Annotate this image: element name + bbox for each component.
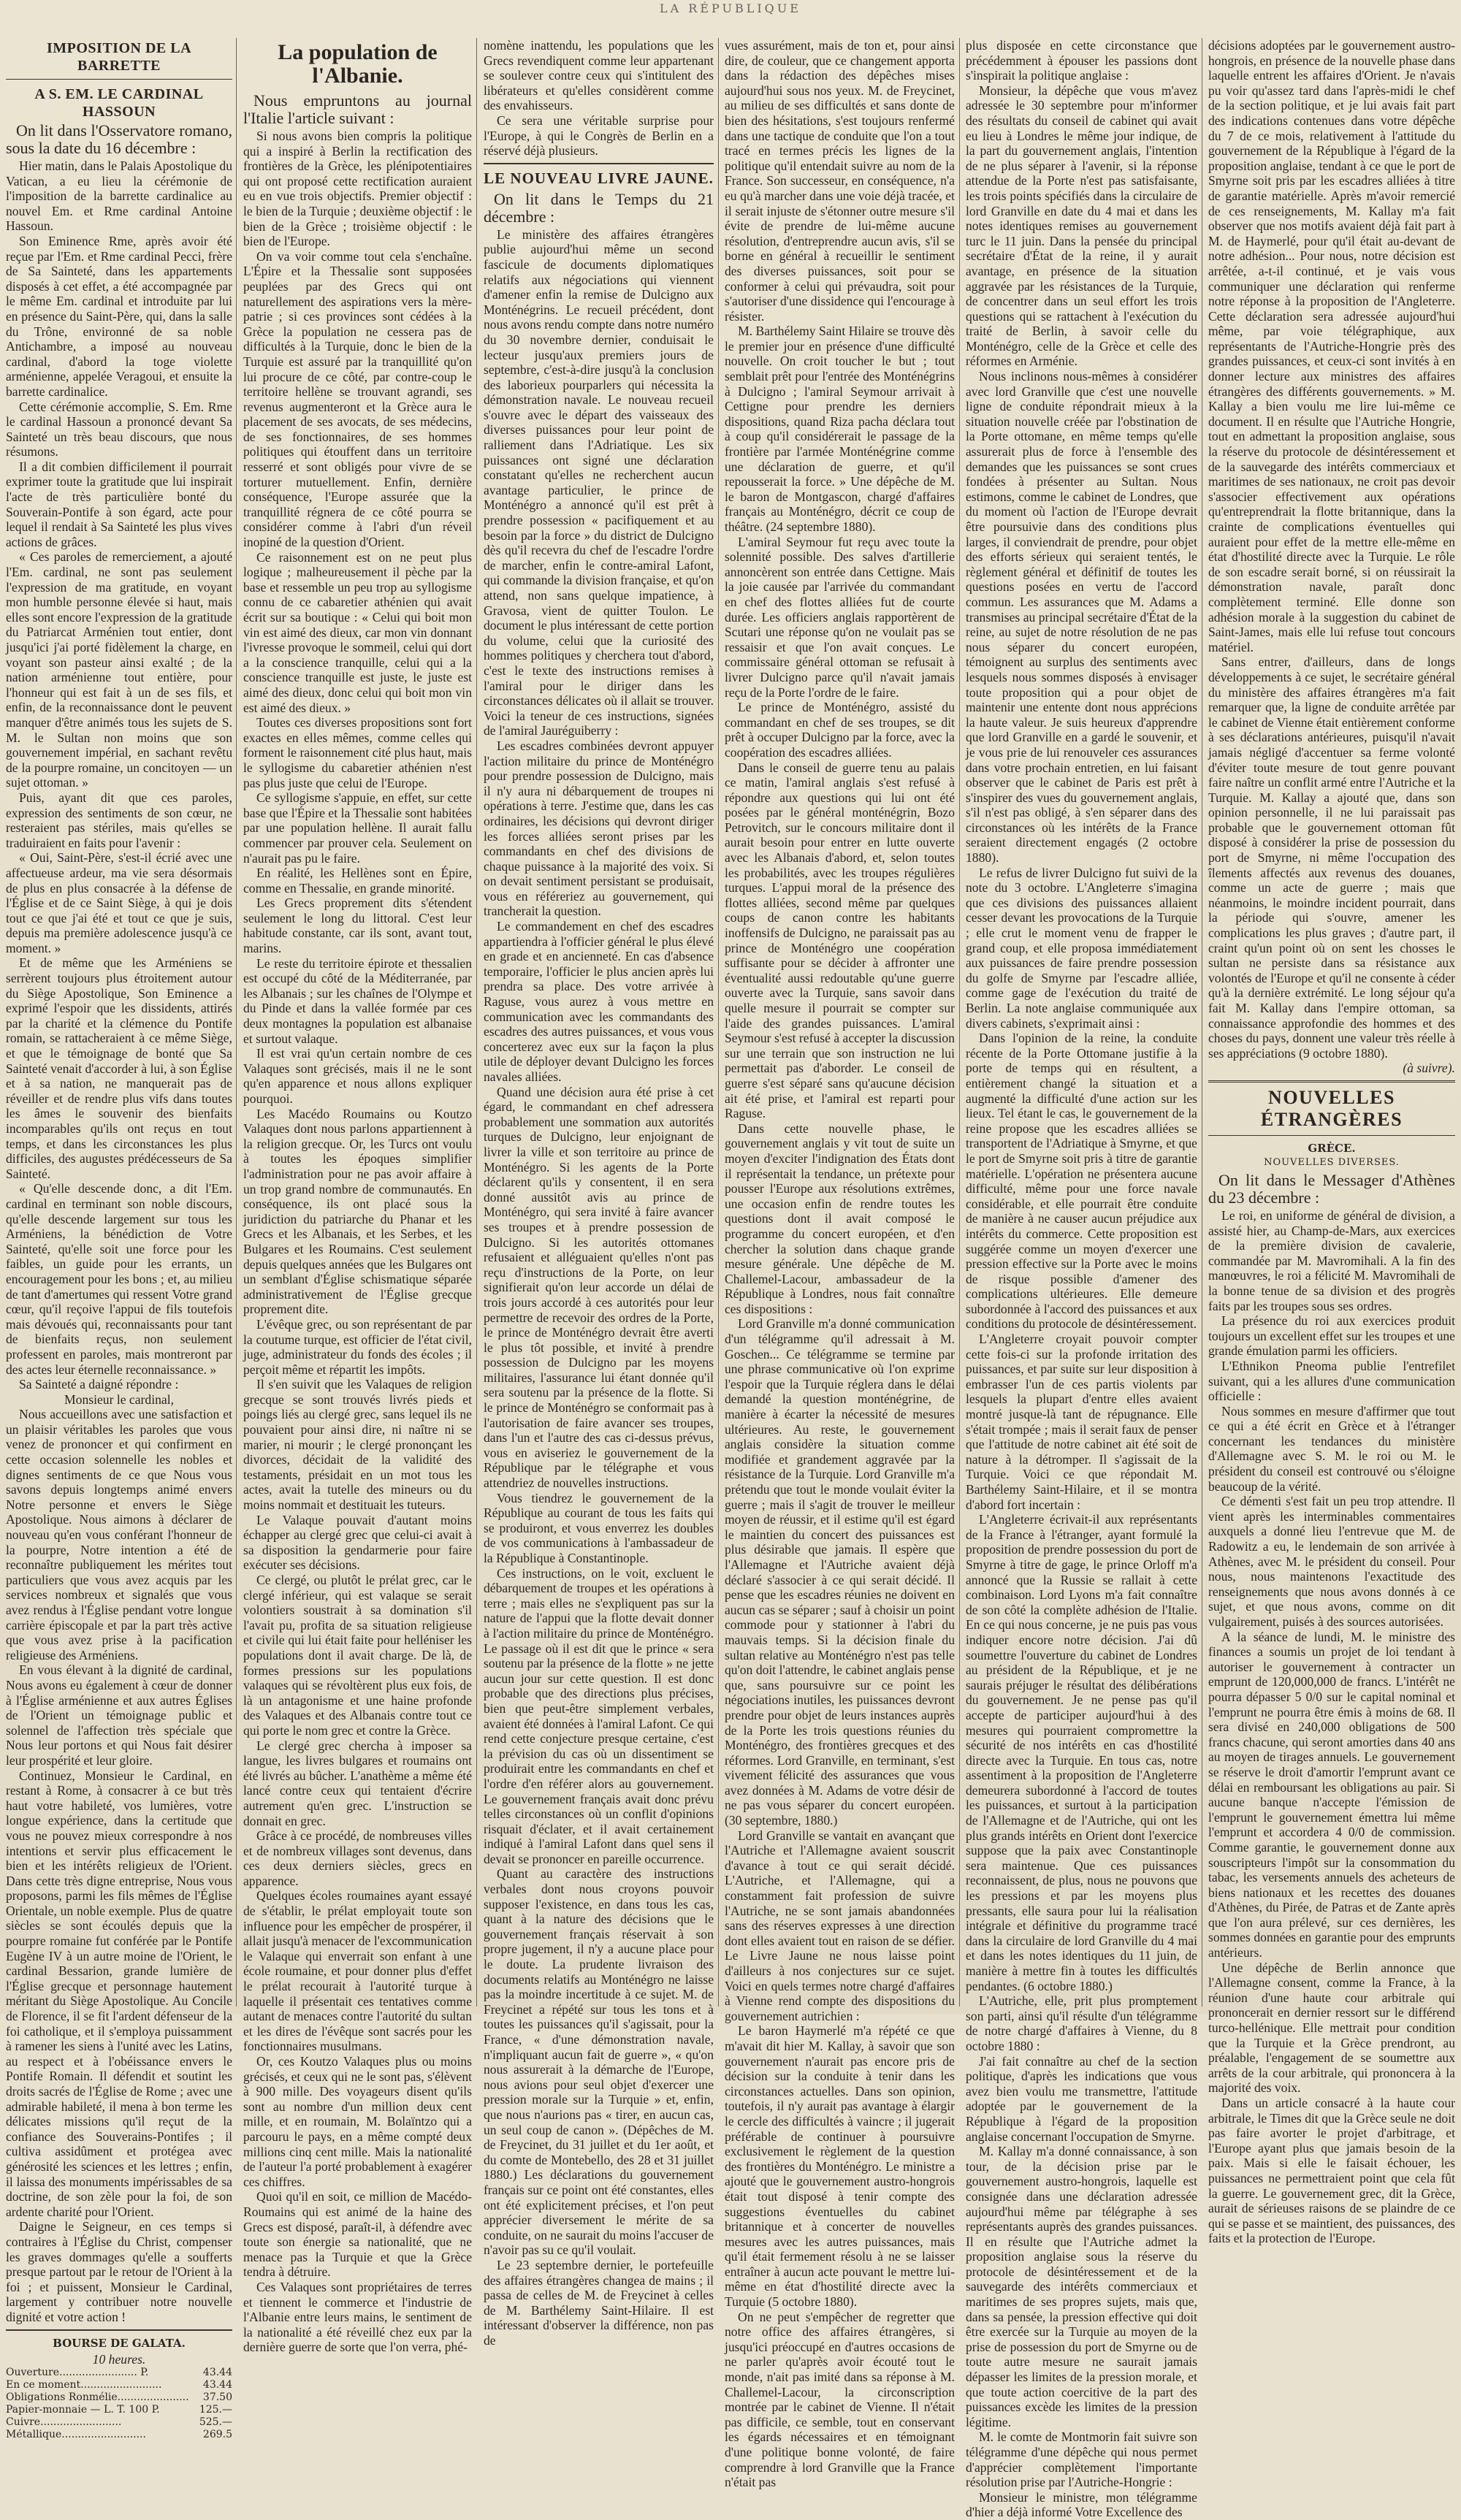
paragraph: Hier matin, dans le Palais Apostolique du Vatican, a eu lieu la cérémonie de l'imposition de la barrette cardinalice au nouvel Em. et Rme cardinal Antoine Hassoun.: [6, 159, 232, 234]
column-rule: [718, 38, 719, 2007]
paragraph: Ce démenti s'est fait un peu trop attendre. Il vient après les interminables commentaires auxquels a donné lieu l'entrevue que M. de Radowitz a eu, le lendemain de son arrivée à Athènes, avec M. le président du conseil. Pour nous, nous maintenons l'exactitude des renseignements que nous avons donnés à ce sujet, et que nous avons, comme on dit vulgairement, puisés à des sources autorisées.: [1208, 1494, 1455, 1629]
quoted-paragraph: M. Kallay m'a donné connaissance, à son tour, de la décision prise par le gouvernement austro-hongrois, laquelle est consignée dans une déclaration adressée aujourd'hui même par télégraphe à ses représentants auprès des grandes puissances. Il en résulte que l'Autriche admet la proposition anglaise sous la réserve du protocole de désintéressement et de la sauvegarde des intérêts commerciaux et maritimes de ses propres sujets, mais que, dans sa pensée, la pression effective qui doit être exercée sur la Turquie au moyen de la prise de possession du port de Smyrne ou de toute autre mesure ne saurait jamais dépasser les limites de la pression morale, et que toute action coercitive de la part des puissances excède les limites de la pression légitime.: [966, 2144, 1197, 2429]
paragraph: L'évêque grec, ou son représentant de par la coutume turque, est officier de l'état civil, juge, administrateur du fonds des écoles ; il perçoit même et répartit les impôts.: [243, 1316, 472, 1377]
columns-frame: [0, 16, 1461, 2520]
paragraph: Le reste du territoire épirote et thessalien est occupé du côté de la Méditerranée, par les Albanais ; sur les chaînes de l'Olympe et du Pinde et dans la vallée formée par ces deux montagnes la population est albanaise et surtout valaque.: [243, 955, 472, 1046]
divider: [6, 2329, 232, 2331]
paragraph: Le refus de livrer Dulcigno fut suivi de la note du 3 octobre. L'Angleterre s'imagina que ces divisions des puissances allaient cesser devant les provocations de la Turquie ; elle crut le moment venu de frapper le grand coup, et elle proposa immédiatement aux puissances de faire prendre possession du golfe de Smyrne par l'escadre alliée, comme gage de l'exécution du traité de Berlin. La note anglaise communiquée aux divers cabinets, s'exprimait ainsi :: [966, 865, 1197, 1031]
bourse-value: 525.—: [199, 2416, 232, 2429]
paragraph: Les Macédo Roumains ou Koutzo Valaques dont nous parlons appartiennent à la religion grecque. Or, les Turcs ont voulu à toutes les époques simplifier l'administration pour ne pas avoir affaire à un trop grand nombre de communautés. En conséquence, ils ont placé sous la juridiction du patriarche du Phanar et les Grecs et les Albanais, et les Serbes, et les Bulgares et les Roumains. C'est seulement depuis quelques années que les Bulgares ont un semblant d'Église schismatique séparée administrativement de l'Église grecque proprement dite.: [243, 1106, 472, 1317]
quoted-paragraph: décisions adoptées par le gouvernement austro-hongrois, en présence de la nouvelle phase dans laquelle entrent les affaires d'Orient. Je n'avais pu voir qu'assez tard dans l'après-midi le chef de la section politique, et je lui avais fait part des indications contenues dans votre dépêche du 7 de ce mois, relativement à l'attitude du gouvernement de la République à l'égard de la proposition anglaise, tendant à ce que le port de Smyrne soit pris par les escadres alliées à titre de garantie matérielle. Après m'avoir remercié de ces renseignements, M. Kallay m'a fait observer que nos motifs avaient déjà fait part à M. de Haymerlé, pour qu'il était au-devant de notre adhésion... Pour nous, notre décision est arrêtée, a-t-il continué, et je vais vous communiquer une déclaration qui renferme notre réponse à la proposition de l'Angleterre. Cette déclaration sera adressée aujourd'hui même, par voie télégraphique, aux représentants de l'Autriche-Hongrie près des grandes puissances, et ceux-ci sont invités à en donner lecture aux ministres des affaires étrangères des différents gouvernements. » M. Kallay a bien voulu me lire lui-même ce document. Il en résulte que l'Autriche Hongrie, tout en admettant la proposition anglaise, sous la réserve du protocole de désintéressement et de la sauvegarde des intérêts commerciaux et maritimes de ses nationaux, ne croit pas devoir s'associer effectivement aux opérations qu'entreprendrait la flotte britannique, dans la crainte de complications éventuelles qui auraient pour effet de la mettre elle-même en état d'hostilité directe avec la Turquie. Le rôle de son escadre serait borné, si on réussirait la démonstration navale, paraît donc complètement terminé. Elle donne son adhésion morale à la suggestion du cabinet de Saint-James, mais elle lui refuse tout concours matériel.: [1208, 38, 1455, 654]
quoted-paragraph: Nous sommes en mesure d'affirmer que tout ce qui a été écrit en Grèce et à l'étranger concernant les tendances du ministère d'Allemagne avec S. M. le roi ou M. le président du conseil est controuvé ou s'éloigne beaucoup de la vérité.: [1208, 1403, 1455, 1494]
paragraph: Si nous avons bien compris la politique qui a inspiré à Berlin la rectification des frontières de la Grèce, les plénipotentiaires qui ont proposé cette rectification auraient eu en vue trois objectifs. Premier objectif : le bien de la Turquie ; deuxième objectif : le bien de la Grèce ; troisième objectif : le bien de l'Europe.: [243, 129, 472, 249]
paragraph: Quelques écoles roumaines ayant essayé de s'établir, le prélat employait toute son influence pour les empêcher de prospérer, il allait jusqu'à menacer de l'excommunication le Valaque qui enverrait son enfant à une école roumaine, et pour donner plus d'effet le prélat recourait à l'autorité turque à laquelle il présentait ces tentatives comme autant de menaces contre l'autorité du sultan et les dires de l'évêque sont sacrés pour les fonctionnaires musulmans.: [243, 1888, 472, 2054]
divider: [1208, 1080, 1455, 1083]
quoted-paragraph: Dans le conseil de guerre tenu au palais ce matin, l'amiral anglais s'est refusé à répondre aux questions qui lui ont été posées par le général monténégrin, Bozo Petrovitch, sur le concours militaire dont il aurait besoin pour entrer en lutte ouverte avec les Albanais d'abord, et, selon toutes les probabilités, avec les troupes régulières turques. L'appui moral de la présence des flottes alliées, second même par quelques coups de canon contre les habitants inoffensifs de Dulcigno, ne paraissait pas au prince de Monténégro une coopération suffisante pour se décider à affronter une éventualité aussi redoutable qu'une guerre ouverte avec la Turquie, sans savoir dans quelle mesure il pourrait se compter sur l'aide des grandes puissances. L'amiral Seymour s'est refusé à accepter la discussion sur une terrain que son instruction ne lui permettait pas d'aborder. Le conseil de guerre s'est séparé sans qu'aucune décision ait été prise, et l'amiral est reparti pour Raguse.: [725, 760, 955, 1121]
bourse-label: Cuivre.........................: [6, 2416, 122, 2429]
bourse-value: 43.44: [202, 2379, 232, 2391]
paragraph: Il a dit combien difficilement il pourrait exprimer toute la gratitude que lui inspirait l'acte de très particulière bonté du Souverain-Pontife à son égard, acte pour lequel il rendait à Sa Sainteté les plus vives actions de grâces.: [6, 459, 232, 549]
quoted-paragraph: Quand une décision aura été prise à cet égard, le commandant en chef adressera probablement une sommation aux autorités turques de Dulcigno, leur enjoignant de livrer la ville et son territoire au prince de Monténégro. Si les agents de la Porte déclarent qu'ils y consentent, il en sera donné aussitôt avis au prince de Monténégro, qui sera invité à faire avancer ses troupes et à prendre possession de Dulcigno. Si les autorités ottomanes refusaient et alléguaient qu'elles n'ont pas reçu d'instructions de la Porte, on leur signifierait qu'on leur accorde un délai de trois jours accordé à ces autorités pour leur permettre de recevoir des ordres de la Porte, le prince de Monténégro devrait être averti le plus tôt possible, et invité à prendre possession de Dulcigno par les moyens militaires, l'assurance lui étant donnée qu'il sera soutenu par la présence de la flotte. Si le prince de Monténégro se conformait pas à l'autorisation de faire avancer ses troupes, dans l'un et l'autre des cas ci-dessus prévus, vous en aviseriez le gouvernement de la République par le télégraphe et vous attendriez de nouvelles instructions.: [484, 1084, 714, 1491]
paragraph: « Qu'elle descende donc, a dit l'Em. cardinal en terminant son noble discours, qu'elle descende largement sur tous les Arméniens, la bénédiction de Votre Sainteté, qu'elle soit une force pour les faibles, un guide pour les errants, un encouragement pour les bons ; et, au milieu de tant d'amertumes qui ressent Votre grand cœur, qu'il reçoive l'appui de fils toutefois mais dévoués qui, reconnaissants pour tant de bienfaits reçus, non seulement professent en paroles, mais montreront par des actes leur éternelle reconnaissance. »: [6, 1181, 232, 1377]
column-2: [243, 38, 472, 2355]
section-subheading: NOUVELLES DIVERSES.: [1264, 1156, 1400, 1168]
paragraph: Daigne le Seigneur, en ces temps si contraires à l'Église du Christ, compenser les graves dommages qu'elle a soufferts presque partout par le retour de l'Orient à la foi ; et puissent, Monsieur le Cardinal, largement y contribuer notre nouvelle dignité et votre action !: [6, 2219, 232, 2324]
paragraph: Ce raisonnement est on ne peut plus logique ; malheureusement il pèche par la base et ressemble un peu trop au syllogisme connu de ce cabaretier athénien qui avait écrit sur sa boutique : « Celui qui boit mon vin est aimé des dieux, car mon vin donnant l'ivresse provoque le sommeil, celui qui dort a la conscience tranquille, celui qui a la conscience tranquille est juste, le juste est aimé des dieux, donc celui qui boit mon vin est aimé des dieux. »: [243, 549, 472, 715]
article-subtitle: A S. EM. LE CARDINAL HASSOUN: [34, 86, 204, 120]
paragraph: vues assurément, mais de ton et, pour ainsi dire, de couleur, que ce changement apporta dans la rédaction des dépêches mises aujourd'hui sous nos yeux. M. de Freycinet, au milieu de ses difficultés et sans donte de bien des hésitations, s'est toujours renfermé dans une tactique de conduite que l'on a tout tracé en termes précis les lignes de la politique qu'il entendait suivre au nom de la France. Son successeur, en conséquence, n'a eu qu'à marcher dans une voie déjà tracée, et il serait injuste de s'étonner outre mesure s'il évite de prendre de lui-même aucune résolution, d'entreprendre aucun avis, s'il se borne en général à recueillir le sentiment des diverses puissances, soit pour se conformer à celui qui prévaudra, soit pour s'autoriser d'une dissidence qui l'encourage à résister.: [725, 38, 955, 324]
section-title: NOUVELLES ÉTRANGÈRES: [1260, 1086, 1403, 1130]
divider: [1208, 1135, 1455, 1136]
paragraph: Le roi, en uniforme de général de division, a assisté hier, au Champ-de-Mars, aux exercices de la première division de cavalerie, commandée par M. Mavromihali. A la fin des manœuvres, le roi a félicité M. Mavromihali de la bonne tenue de sa division et des progrès faits par les troupes sous ses ordres.: [1208, 1207, 1455, 1313]
paragraph: On va voir comme tout cela s'enchaîne. L'Épire et la Thessalie sont supposées peuplées par des Grecs qui ont naturellement des aspirations vers la mère-patrie ; si ces provinces sont cédées à la Grèce la population ne cessera pas de difficultés à la Turquie, donc le bien de la Turquie est assuré par la tranquillité qu'on lui procure de ce côté, par contre-coup le territoire hellène se trouvant agrandi, ses revenus augmenteront et la Grèce aura le placement de ses avocats, de ses médecins, de ses fonctionnaires, de ses hommes politiques qui étouffent dans un territoire resserré et sont obligés pour vivre de se torturer mutuellement. Enfin, dernière conséquence, l'Europe assurée que la tranquillité régnera de ce côté pourra se considérer comme à l'abri d'un réveil inopiné de la question d'Orient.: [243, 248, 472, 550]
column-4: [725, 38, 955, 2490]
paragraph: Grâce à ce procédé, de nombreuses villes et de nombreux villages sont devenus, dans ces deux derniers siècles, grecs en apparence.: [243, 1828, 472, 1888]
paragraph: Le Valaque pouvait d'autant moins échapper au clergé grec que celui-ci avait à sa disposition la gendarmerie pour faire exécuter ses décisions.: [243, 1512, 472, 1573]
paragraph: Ce clergé, ou plutôt le prélat grec, car le clergé inférieur, qui est valaque se serait volontiers soustrait à sa domination s'il l'avait pu, profita de sa situation religieuse et civile qui lui était faite pour helléniser les populations dont il avait charge. De là, de formes pressions sur les populations valaques qui se révoltèrent plus eux fois, de là un antagonisme et une haine profonde des Valaques et des Albanais contre tout ce qui porte le nom grec et contre la Grèce.: [243, 1573, 472, 1738]
bourse-row: [6, 2391, 232, 2404]
paragraph: La présence du roi aux exercices produit toujours un excellent effet sur les troupes et une grande émulation parmi les officiers.: [1208, 1313, 1455, 1359]
quoted-paragraph: J'ai fait connaître au chef de la section politique, d'après les indications que vous avez bien voulu me transmettre, l'attitude adoptée par le gouvernement de la République à l'égard de la proposition anglaise concernant l'occupation de Smyrne.: [966, 2053, 1197, 2144]
bourse-label: En ce moment.........................: [6, 2379, 162, 2391]
paragraph: Dans cette nouvelle phase, le gouvernement anglais y vit tout de suite un moyen d'exciter l'indignation des États dont il représentait la tendance, un prétexte pour pousser l'Europe aux résolutions extrêmes, une occasion enfin de rendre toutes les questions dont il avait composé le programme du concert européen, et d'en chercher la solution dans chaque grande mesure générale. Une dépêche de M. Challemel-Lacour, ambassadeur de la République à Londres, nous fait connaître ces dispositions :: [725, 1120, 955, 1316]
paragraph: A la séance de lundi, M. le ministre des finances a soumis un projet de loi tendant à autoriser le gouvernement à contracter un emprunt de 120,000,000 de francs. L'intérêt ne pourra dépasser 5 0/0 sur le capital nominal et l'emprunt ne pourra être émis à moins de 68. Il sera divisé en 240,000 obligations de 500 francs chacune, qui seront amorties dans 40 ans au moyen de tirages annuels. Le gouvernement se réserve le droit d'amortir l'emprunt avant ce délai en remboursant les obligations au pair. Si aucune banque n'accepte l'émission de l'emprunt le gouvernement émettra lui même l'emprunt et accordera 4 0/0 de commission. Comme garantie, le gouvernement donne aux souscripteurs l'impôt sur la consommation du tabac, les versements annuels des acheteurs de biens nationaux et les recettes des douanes d'Athènes, du Pirée, de Patras et de Zante après que l'on aura prélevé, sur ces dernières, les sommes données en garantie pour des emprunts antérieurs.: [1208, 1629, 1455, 1960]
column-rule: [959, 38, 960, 2007]
paragraph: Puis, ayant dit que ces paroles, expression des sentiments de son cœur, ne resteraient pas stériles, mais qu'elles se traduiraient en faits pour l'avenir :: [6, 790, 232, 850]
paragraph: L'Ethnikon Pneoma publie l'entrefilet suivant, qui a les allures d'une communication officielle :: [1208, 1358, 1455, 1404]
paragraph: Ce sera une véritable surprise pour l'Europe, à qui le Congrès de Berlin en a réservé déjà plusieurs.: [484, 112, 714, 159]
paragraph: Or, ces Koutzo Valaques plus ou moins grécisés, et ceux qui ne le sont pas, s'élèvent à 900 mille. Des voyageurs disent qu'ils sont au nombre d'un million deux cent mille, et en roumain, M. Bolaïntzo qui a parcouru le pays, en a même compté deux millions cinq cent mille. Mais la nationalité de l'auteur l'a porté probablement à exagérer ces chiffres.: [243, 2054, 472, 2189]
paragraph: M. le comte de Montmorin fait suivre son télégramme d'une dépêche qui nous permet d'apprécier complètement l'importante résolution prise par l'Autriche-Hongrie :: [966, 2429, 1197, 2490]
bourse-value: 43.44: [202, 2367, 232, 2379]
bourse-label: Papier-monnaie — L. T. 100 P.: [6, 2404, 160, 2416]
column-6: [1208, 38, 1455, 2246]
paragraph: Quant au caractère des instructions verbales dont nous croyons pouvoir supposer l'existence, en dans tous les cas, quant à la nature des décisions que le gouvernement français réservait à son propre jugement, il n'y a aucune place pour le doute. La prudente livraison des documents relatifs au Monténégro ne laisse pas la moindre incertitude à ce sujet. M. de Freycinet a répété sur tous les tons et à toutes les puissances qu'il s'agissait, pour la France, « d'une démonstration navale, n'impliquant aucun fait de guerre », « qu'on nous assurerait à la démarche de l'Europe, nous avions pour seul objet d'exercer une pression morale sur la Turquie » et, enfin, que nous n'aurions pas « tirer, en aucun cas, un seul coup de canon ». (Dépêches de M. de Freycinet, du 31 juillet et du 1er août, et du comte de Montebello, des 28 et 31 juillet 1880.) Les déclarations du gouvernement français sur ce point ont été constantes, elles ont été explicitement précises, et l'on peut apprécier diversement le mérite de sa conduite, on ne saurait du moins l'accuser de n'avoir pas su ce qu'il voulait.: [484, 1866, 714, 2258]
quoted-paragraph: L'amiral Seymour fut reçu avec toute la solennité possible. Des salves d'artillerie annoncèrent son entrée dans Cettigne. Mais la joie causée par l'arrivée du commandant en chef des flottes alliées fut de courte durée. Les officiers anglais rapportèrent de Scutari une réponse qu'on ne voulait pas se ressaisir et que l'on avait conçues. Le commissaire général ottoman se refusait à livrer Dulcigno parce qu'il n'avait jamais reçu de la Porte l'ordre de le faire.: [725, 534, 955, 700]
section-subtitle: GRÈCE.: [1308, 1141, 1356, 1155]
paragraph: Sa Sainteté a daigné répondre :: [19, 1377, 179, 1392]
paragraph: Le clergé grec chercha à imposer sa langue, les livres bulgares et roumains ont été livrés au bûcher. L'anathème a même été lancé contre ceux qui tentaient d'écrire autrement qu'en grec. L'instruction se donnait en grec.: [243, 1738, 472, 1828]
bourse-row: [6, 2404, 232, 2416]
paragraph: Son Eminence Rme, après avoir été reçue par l'Em. et Rme cardinal Pecci, frère de Sa Sainteté, dans les appartements disposés à cet effet, a été accompagnée par le même Em. cardinal et introduite par lui en présence du Saint-Père, qui, dans la salle du Trône, environné de sa noble Antichambre, a imposé au nouveau cardinal, d'abord la toge violette arménienne, appelée Veragoui, et ensuite la barrette cardinalice.: [6, 233, 232, 399]
paragraph: Il est vrai qu'un certain nombre de ces Valaques sont grécisés, mais il ne le sont qu'en apparence et nous allons expliquer pourquoi.: [243, 1046, 472, 1106]
bourse-row: [6, 2416, 232, 2429]
paragraph: On ne peut s'empêcher de regretter que notre office des affaires étrangères, si jusqu'ici préoccupé en d'autres occasions de ne parler qu'après avoir écouté tout le monde, n'ait pas imité dans sa réponse à M. Challemel-Lacour, la circonscription montrée par le cabinet de Vienne. Il n'était pas difficile, ce semble, tout en conservant les égards nécessaires et en témoignant d'une politique bonne volonté, de faire comprendre à lord Granville que la France n'était pas: [725, 2309, 955, 2490]
paragraph: Le 23 septembre dernier, le portefeuille des affaires étrangères changea de mains ; il passa de celles de M. de Freycinet à celles de M. Barthélemy Saint-Hilaire. Il est intéressant d'observer la différence, non pas de: [484, 2257, 714, 2348]
lead-paragraph: On lit dans l'Osservatore romano, sous la date du 16 décembre :: [6, 121, 232, 157]
paragraph: L'Angleterre croyait pouvoir compter cette fois-ci sur la profonde irritation des puissances, et par suite sur leur disposition à embrasser l'un de ces partis violents par lesquels la plupart d'entre elles avaient montré jusque-là tant de répugnance. Elle s'était trompée ; mais il serait faux de penser que l'attitude de notre cabinet ait été soit de nature à la détromper. Il s'agissait de la Turquie. Voici ce que répondait M. Barthélemy Saint-Hilaire, et il se montra d'abord fort incertain :: [966, 1332, 1197, 1512]
lead-paragraph: On lit dans le Temps du 21 décembre :: [484, 189, 714, 226]
bourse-value: 37.50: [202, 2391, 232, 2404]
paragraph: Lord Granville se vantait en avançant que l'Autriche et l'Allemagne avaient souscrit d'avance à tout ce qui serait décidé. L'Autriche, et l'Allemagne, qui a constamment fait profession de suivre l'Autriche, ne se sont jamais abandonnées sans des réserves expresses à une direction dont elles avaient tout en raison de se défier. Le Livre Jaune ne nous laisse point d'ailleurs à nos conjectures sur ce sujet. Voici en quels termes notre chargé d'affaires à Vienne rend compte des dispositions du gouvernement autrichien :: [725, 1828, 955, 2023]
paragraph: Une dépêche de Berlin annonce que l'Allemagne consent, comme la France, à la réunion d'une haute cour arbitrale qui prononcerait en dernier ressort sur le différend turco-hellénique. Elle mettrait pour condition que la Turquie et la Grèce prendront, au préalable, l'engagement de se soumettre aux arrêts de la cour arbitrale, qui prononcera à la majorité des voix.: [1208, 1960, 1455, 2096]
bourse-row: [6, 2429, 232, 2441]
paragraph: Ces instructions, on le voit, excluent le débarquement de troupes et les opérations à terre ; mais elles ne s'expliquent pas sur la nature de l'appui que la flotte devait donner à l'action militaire du prince de Monténégro. Le passage où il est dit que le prince « sera soutenu par la présence de la flotte » ne jette aucun jour sur cette question. Il est donc probable que des directions plus précises, bien que peut-être simplement verbales, avaient été données à l'amiral Lafont. Ce qui rend cette conjecture presque certaine, c'est la prévision du cas où un dissentiment se produirait entre les commandants en chef et l'ordre d'en référer alors au gouvernement. Le gouvernement français avait donc prévu telles circonstances où un conflit d'opinions risquait d'éclater, et il avait certainement indiqué à l'amiral Lafont dans quel sens il devait se prononcer en pareille occurrence.: [484, 1565, 714, 1866]
bourse-row: [6, 2367, 232, 2379]
paragraph: Le ministère des affaires étrangères publie aujourd'hui même un second fascicule de documents diplomatiques relatifs aux négociations qui viennent d'amener enfin la remise de Dulcigno aux Monténégrins. Le recueil précédent, dont nous avons rendu compte dans notre numéro du 30 novembre dernier, conduisait le lecteur jusqu'aux premiers jours de septembre, c'est-à-dire jusqu'à la conclusion des laborieux pourparlers qui nécessita la démonstration navale. Le nouveau recueil s'ouvre avec le départ des vaisseaux des diverses puissances pour leur point de ralliement dans l'Adriatique. Les six puissances ont signé une déclaration constatant qu'elles ne recherchent aucun avantage particulier, le prince de Monténégro a annoncé qu'il est prêt à prendre possession « pacifiquement et au besoin par la force » du district de Dulcigno dès qu'il recevra du chef de l'escadre l'ordre de marcher, enfin le contre-amiral Lafont, qui commande la division française, et qu'on attend, non sans quelque impatience, à Gravosa, vient de quitter Toulon. Le document le plus intéressant de cette portion du volume, celui que la curiosité des hommes politiques y cherchera tout d'abord, c'est le texte des instructions remises à l'amiral pour le diriger dans les circonstances délicates où il allait se trouver. Voici la teneur de ces instructions, signées de l'amiral Jauréguiberry :: [484, 226, 714, 738]
paragraph: Ce syllogisme s'appuie, en effet, sur cette base que l'Épire et la Thessalie sont habitées par une population hellène. Il aurait fallu commencer par prouver cela. Seulement on n'aurait pas pu le faire.: [243, 790, 472, 866]
masthead: LA RÉPUBLIQUE: [660, 1, 801, 15]
paragraph: « Oui, Saint-Père, s'est-il écrié avec une affectueuse ardeur, ma vie sera désormais de plus en plus consacrée à la défense de l'Église et de ce Saint Siège, à qui je dois tout ce que j'ai été et tout ce que je suis, depuis ma première adolescence jusqu'à ce moment. »: [6, 850, 232, 955]
to-be-continued: (à suivre).: [1403, 1061, 1455, 1076]
quoted-paragraph: Monsieur le ministre, mon télégramme d'hier a déjà informé Votre Excellence des: [966, 2489, 1197, 2520]
quoted-paragraph: Vous tiendrez le gouvernement de la République au courant de tous les faits qui se produiront, et vous enverrez les doubles de vos communications à l'ambassadeur de la République à Constantinople.: [484, 1490, 714, 1565]
paragraph: Les Grecs proprement dits s'étendent seulement le long du littoral. C'est leur habitude constante, car ils sont, avant tout, marins.: [243, 896, 472, 956]
quoted-paragraph: Le commandement en chef des escadres appartiendra à l'officier général le plus élevé en grade et en ancienneté. En cas d'absence temporaire, l'officier le plus ancien après lui prendra sa place. Des votre arrivée à Raguse, vous aurez à vous mettre en communication avec les commandants des escadres des autres puissances, et vous vous concerterez avec eux sur la façon la plus utile de déployer devant Dulcigno les forces navales alliées.: [484, 919, 714, 1084]
paragraph: plus disposée en cette circonstance que précédemment à épouser les passions dont s'inspirait la politique anglaise :: [966, 38, 1197, 83]
quoted-paragraph: Dans l'opinion de la reine, la conduite récente de la Porte Ottomane justifie à la porte de temps qui en résultent, a entièrement changé la situation et a augmenté la difficulté d'une action sur les lieux. Tel étant le cas, le gouvernement de la reine propose que les escadres alliées se transportent de l'Adriatique à Smyrne, et que le port de Smyrne soit pris à titre de garantie matérielle. L'opération ne présentera aucune difficulté, même pour une force navale considérable, et elle pourrait être conduite de manière à ne causer aucun préjudice aux intérêts du commerce. Cette proposition est suggérée comme un moyen d'exercer une pression effective sur la Porte avec le moins de risque possible d'amener des complications ultérieures. Elle demeure subordonnée à l'accord des puissances et aux conditions du protocole de désintéressement.: [966, 1031, 1197, 1332]
lead-paragraph: On lit dans le Messager d'Athènes du 23 décembre :: [1208, 1170, 1455, 1207]
salutation: Monsieur le cardinal,: [64, 1391, 174, 1407]
quoted-paragraph: L'Angleterre écrivait-il aux représentants de la France à l'étranger, ayant formulé la proposition de prendre possession du port de Smyrne à titre de gage, le prince Orloff m'a annoncé que la Russie se rallait à cette combinaison. Lord Lyons m'a fait connaître de son côté la complète adhésion de l'Italie. En ce qui nous concerne, je ne puis pas vous indiquer encore notre décision. J'ai dû soumettre l'ouverture du cabinet de Londres au président de la République, et je ne saurais préjuger le résultat des délibérations du gouvernement. Je ne pense pas qu'il accepte de participer aujourd'hui à des mesures qui pourraient compromettre la sécurité de nos intérêts en cas d'hostilité directe avec la Turquie. En tous cas, notre assentiment à la proposition de l'Angleterre demeurera subordonné à l'accord de toutes les puissances, et surtout à la participation de l'Allemagne et de l'Autriche, qui ont les plus grands intérêts en Orient dont l'exercice suppose que la paix avec Constantinople sera maintenue. Que ces puissances reconnaissent, de plus, nous ne pouvons que les pressions et par les moyens plus pressants, elle saura pour lui la réalisation intégrale et définitive du programme tracé dans la circulaire de lord Granville du 4 mai et dans les notes identiques du 11 juin, de manière à mettre fin à toutes les difficultés pendantes. (6 octobre 1880.): [966, 1512, 1197, 1993]
column-rule: [236, 38, 237, 2007]
quoted-paragraph: Monsieur, la dépêche que vous m'avez adressée le 30 septembre pour m'informer des résultats du conseil de cabinet qui avait eu lieu à Londres le même jour indique, de la part du gouvernement anglais, l'intention de ne plus séparer à l'avenir, si la réponse attendue de la Porte n'est pas satisfaisante, les trois points spécifiés dans la circulaire de lord Granville en date du 4 mai et dans les notes identiques remises au gouvernement turc le 11 juin. Dans la pensée du principal secrétaire d'État de la reine, il y aurait avantage, en présence de la situation aggravée par les résistances de la Turquie, de concentrer dans un seul effort les trois questions qui se rattachent à l'exécution du traité de Berlin, à savoir celle du Monténégro, celle de la Grèce et celle des réformes en Arménie.: [966, 83, 1197, 369]
quoted-paragraph: Le baron Haymerlé m'a répété ce que m'avait dit hier M. Kallay, à savoir que son gouvernement n'aurait pas encore pris de décision sur la conduite à tenir dans les circonstances actuelles. Dans son opinion, toutefois, il n'y aurait pas avantage à élargir le cercle des difficultés à vaincre ; il jugerait préférable de continuer à poursuivre exclusivement le règlement de la question des frontières du Monténégro. Le ministre a ajouté que le gouvernement austro-hongrois était tout disposé à tenir compte des suggestions éventuelles du cabinet britannique et à concerter de nouvelles mesures avec les autres puissances, mais qu'il était fermement résolu à ne se laisser entraîner à aucun acte pouvant le mettre lui-même en état d'hostilité directe avec la Turquie (5 octobre 1880).: [725, 2023, 955, 2310]
paragraph: Ces Valaques sont propriétaires de terres et tiennent le commerce et l'industrie de l'Albanie entre leurs mains, le sentiment de la nationalité a été réveillé chez eux par la dernière guerre de sorte que l'on verra, phé-: [243, 2279, 472, 2355]
paragraph: Dans un article consacré à la haute cour arbitrale, le Times dit que la Grèce seule ne doit pas faire avorter le projet d'arbitrage, et l'Europe ayant plus que jamais besoin de la paix. Mais si elle le faisait échouer, les puissances ne permettraient point que cela fût la guerre. Le gouvernement grec, dit la Grèce, aurait de sérieuses raisons de se plaindre de ce qui se passe et se maintient, des puissances, des faits et la protection de l'Europe.: [1208, 2096, 1455, 2246]
article-title: IMPOSITION DE LA BARRETTE: [46, 40, 192, 74]
column-5: [966, 38, 1197, 2520]
bourse-label: Métallique..........................: [6, 2429, 146, 2441]
paragraph: M. Barthélemy Saint Hilaire se trouve dès le premier jour en présence d'une difficulté nouvelle. On croit toucher le but ; tout semblait prêt pour l'entrée des Monténégrins à Dulcigno ; l'amiral Seymour arrivait à Cettigne pour prendre les derniers dispositions, quand Riza pacha déclara tout à coup qu'il considérerait le passage de la frontière par l'armée Monténégrine comme une déclaration de guerre, et qu'il repousserait la force. » Une dépêche de M. le baron de Montgascon, chargé d'affaires français au Monténégro, décrit ce coup de théâtre. (24 septembre 1880).: [725, 324, 955, 534]
paragraph: Et de même que les Arméniens se serrèrent toujours plus étroitement autour du Siège Apostolique, Son Eminence a exprimé l'espoir que les dissidents, attirés par la charité et la clémence du Pontife romain, se rattacheraient à ce même Siège, et que le témoignage de bonté que Sa Sainteté venait d'accorder à lui, à son Église et à sa nation, ne manquerait pas de réveiller et de rendre plus vifs dans toutes les âmes le souvenir des bienfaits incomparables qu'ils ont reçus en tout temps, et dans les circonstances les plus difficiles, des augustes prédécesseurs de Sa Sainteté.: [6, 955, 232, 1181]
article-title: LE NOUVEAU LIVRE JAUNE.: [484, 169, 714, 187]
bourse-title: BOURSE DE GALATA.: [53, 2336, 186, 2350]
paragraph: Nous accueillons avec une satisfaction et un plaisir véritables les paroles que vous venez de prononcer et qui confirment en cette occasion solennelle les nobles et dignes sentiments de ce que Nous vous savons depuis longtemps animé envers Notre personne et envers le Siège Apostolique. Nous aimons à déclarer de nouveau qu'en vous conférant l'honneur de la pourpre, Notre intention a été de reconnaître publiquement les mérites tout particuliers que vous avez acquis par les services nombreux et signalés que vous avez rendus à l'Église pendant votre longue carrière épiscopale et par la part très active que vous avez prise à la pacification religieuse des Arméniens.: [6, 1407, 232, 1662]
lead-paragraph: Nous empruntons au journal l'Italie l'article suivant :: [243, 91, 472, 127]
column-3: [484, 38, 714, 2348]
bourse-value: 125.—: [199, 2404, 232, 2416]
paragraph: L'Autriche, elle, prit plus promptement son parti, ainsi qu'il résulte d'un télégramme de notre chargé d'affaires à Vienne, du 8 octobre 1880 :: [966, 1993, 1197, 2053]
bourse-row: [6, 2379, 232, 2391]
paragraph: Il s'en suivit que les Valaques de religion grecque se sont trouvés livrés pieds et poings liés au clergé grec, sans lequel ils ne pouvaient pour ainsi dire, ni naître ni se marier, ni mourir ; le clergé prononçant les divorces, décidait de la validité des testaments, présidait en un mot tous les actes, avait la tutelle des mineurs ou du moins nommait et destituait les tuteurs.: [243, 1377, 472, 1513]
quoted-paragraph: Sans entrer, d'ailleurs, dans de longs développements à ce sujet, le secrétaire général du ministère des affaires étrangères m'a fait remarquer que, la ligne de conduite arrêtée par le cabinet de Vienne était entièrement conforme à ses déclarations antérieures, puisqu'il n'avait jamais négligé d'accentuer sa ferme volonté d'éviter toute mesure de tout genre pouvant faire naître un conflit armé entre l'Autriche et la Turquie. M. Kallay a ajouté que, dans son opinion personnelle, il ne lui paraissait pas probable que le gouvernement ottoman fût disposé à considérer la prise de possession du port de Smyrne, ni même l'occupation des îlements affectés aux revenus des douanes, comme un acte de guerre ; mais que néanmoins, le moindre incident pourrait, dans la période qui s'ouvre, amener les complications les plus graves ; d'autre part, il craint qu'un point où on sent les chosses le sultan ne persiste dans sa résistance aux volontés de l'Europe et qu'il ne consente à céder qu'à la dernière extrémité. Le long séjour qu'a fait M. Kallay dans l'empire ottoman, sa connaissance approfondie des hommes et des choses du pays, donnent une valeur très réelle à ses appréciations (9 octobre 1880).: [1208, 654, 1455, 1061]
paragraph: Quoi qu'il en soit, ce million de Macédo-Roumains qui est animé de la haine des Grecs est disposé, paraît-il, à défendre avec toute son énergie sa nationalité, que ne menace pas la Turquie et que la Grèce tendra à détruire.: [243, 2189, 472, 2280]
paragraph: nomène inattendu, les populations que les Grecs revendiquent comme leur appartenant se soulever contre ceux qui s'intitulent des libérateurs et qu'elles considèrent comme des envahisseurs.: [484, 38, 714, 113]
paragraph: Continuez, Monsieur le Cardinal, en restant à Rome, à consacrer à ce but très haut votre habileté, vos lumières, votre longue expérience, dans la certitude que vous ne pouvez mieux correspondre à nos intentions et servir plus efficacement le bien et les intérêts religieux de l'Orient. Dans cette très digne entreprise, Nous vous proposons, parmi les fils mêmes de l'Église Orientale, un noble exemple. Plus de quatre siècles se sont écoulés depuis que la pourpre romaine fut conférée par le Pontife Eugène IV à un autre moine de l'Orient, le cardinal Bessarion, grande lumière de l'Église grecque et personnage hautement méritant du Siège Apostolique. Au Concile de Florence, il se fit l'ardent défenseur de la foi catholique, et il s'employa puissamment à ramener les siens à l'unité avec les Latins, au respect et à l'obéissance envers le Pontife Romain. Il défendit et soutint les droits sacrés de l'Église de Rome ; avec une admirable habileté, il mena à bon terme les délicates missions qu'il reçut de la confiance des Souverains-Pontifes ; il cultiva assidûment et protégea avec générosité les sciences et les lettres ; enfin, il laissa des monuments impérissables de sa doctrine, de son zèle pour la foi, de son ardente charité pour l'Orient.: [6, 1768, 232, 2219]
bourse-label: Ouverture........................ P.: [6, 2367, 149, 2379]
bourse-table: [6, 2337, 232, 2442]
paragraph: En vous élevant à la dignité de cardinal, Nous avons eu également à cœur de donner à l'Église arménienne et aux autres Églises de l'Orient un témoignage public et solennel de l'affection très spéciale que Nous leur portons et qui Nous fait désirer leur prospérité et leur gloire.: [6, 1662, 232, 1768]
column-rule: [476, 38, 477, 2007]
column-1: [6, 38, 232, 2441]
bourse-label: Obligations Ronmélie......................: [6, 2391, 189, 2404]
quoted-paragraph: Les escadres combinées devront appuyer l'action militaire du prince de Monténégro pour prendre possession de Dulcigno, mais il n'y aura ni débarquement de troupes ni opérations à terre. J'estime que, dans les cas ordinaires, les décisions qui devront diriger les forces alliées seront prises par les commandants en chef des divisions de chaque puissance à la majorité des voix. Si on devait sentiment persistant se produisait, vous en référeriez au gouvernement, qui trancherait la question.: [484, 738, 714, 919]
divider: [6, 79, 232, 80]
paragraph: « Ces paroles de remerciement, a ajouté l'Em. cardinal, ne sont pas seulement l'expression de ma gratitude, en voyant mon humble personne élevée si haut, mais elles sont encore l'expression de la gratitude du Patriarcat Arménien tout entier, dont jusqu'ici j'ai porté fidèlement la charge, en voyant son pasteur ainsi exalté ; de la nation arménienne tout entière, pour l'honneur qui est fait à un de ses fils, et enfin, de la reconnaissance dont le peuvent manquer d'être animés tous les sujets de S. M. le Sultan non moins que son gouvernement impérial, en sachant revêtu de la pourpre romaine, un concitoyen — un sujet ottoman. »: [6, 549, 232, 790]
article-title: La population de l'Albanie.: [278, 40, 438, 88]
bourse-time: 10 heures.: [92, 2351, 146, 2367]
paragraph: Cette cérémonie accomplie, S. Em. Rme le cardinal Hassoun a prononcé devant Sa Sainteté un très beau discours, que nous résumons.: [6, 399, 232, 459]
quoted-paragraph: Nous inclinons nous-mêmes à considérer avec lord Granville que c'est une nouvelle ligne de conduite répondrait mieux à la situation nouvelle créée par l'obstination de la Porte ottomane, en même temps qu'elle assurerait plus de force à l'ensemble des demandes que les puissances se sont crues fondées à présenter au Sultan. Nous estimons, comme le cabinet de Londres, que du moment où l'action de l'Europe devrait être poursuivie dans des conditions plus larges, il conviendrait de prendre, pour objet des efforts sérieux qui seraient tentés, le règlement général et définitif de toutes les questions posées en vertu de l'accord commun. Les assurances que M. Adams a transmises au principal secrétaire d'État de la reine, au sujet de notre résolution de ne pas nous séparer du concert européen, témoignent au surplus des sentiments avec lesquels nous sommes disposés à envisager toute proposition qui a pour objet de maintenir une entente dont nous apprécions la haute valeur. Je suis heureux d'apprendre que lord Granville en a gardé le souvenir, et je vous prie de lui renouveler ces assurances dans votre prochain entretien, en lui faisant observer que le cabinet de Paris est prêt à s'inspirer des vues du gouvernement anglais, s'il n'est pas obligé, à s'en séparer dans des circonstances où les intérêts de la France seraient directement engagés (2 octobre 1880).: [966, 369, 1197, 866]
quoted-paragraph: Le prince de Monténégro, assisté du commandant en chef de ses troupes, se dit prêt à occuper Dulcigno par la force, avec la coopération des escadres alliées.: [725, 700, 955, 760]
paragraph: En réalité, les Hellènes sont en Épire, comme en Thessalie, en grande minorité.: [243, 866, 472, 896]
paragraph: Toutes ces diverses propositions sont fort exactes en elles mêmes, comme celles qui forment le raisonnement cité plus haut, mais le syllogisme du cabaretier athénien n'est pas plus juste que celui de l'Europe.: [243, 715, 472, 790]
quoted-paragraph: Lord Granville m'a donné communication d'un télégramme qu'il adressait à M. Goschen... Ce télégramme se termine par une phrase communicative où l'on exprime l'espoir que la Turquie réglera dans le délai demandé la question monténégrine, de manière à écarter la nécessité de mesures ultérieures. Au reste, le gouvernement anglais considère la situation comme modifiée et grandement aggravée par la résistance de la Turquie. Lord Granville m'a prétendu que tout le monde voulait éviter la guerre ; mais il s'agit de trouver le meilleur moyen de réussir, et il estime qu'il est égard le maintien du concert des puissances est plus désirable que jamais. Il espère que l'Allemagne et l'Autriche avaient déjà déclaré s'associer à ce qui serait décidé. Il pense que les escadres réunies ne doivent en aucun cas se séparer ; sauf à choisir un point commode pour y stationner à l'abri du mauvais temps. Si la décision finale du sultan relative au Monténégro n'est pas telle qu'on doit l'attendre, le cabinet anglais pense que, sans poursuivre sur ce point les négociations inutiles, les puissances devront prendre pour objet de leurs instances auprès de la Porte les trois questions réunies du Monténégro, des frontières grecques et des réformes. Lord Granville, en terminant, s'est vivement félicité des assurances que vous avez données à M. Adams de votre désir de ne pas vous séparer du concert européen. (30 septembre, 1880.): [725, 1316, 955, 1828]
bourse-value: 269.5: [202, 2429, 232, 2441]
divider: [484, 163, 714, 164]
